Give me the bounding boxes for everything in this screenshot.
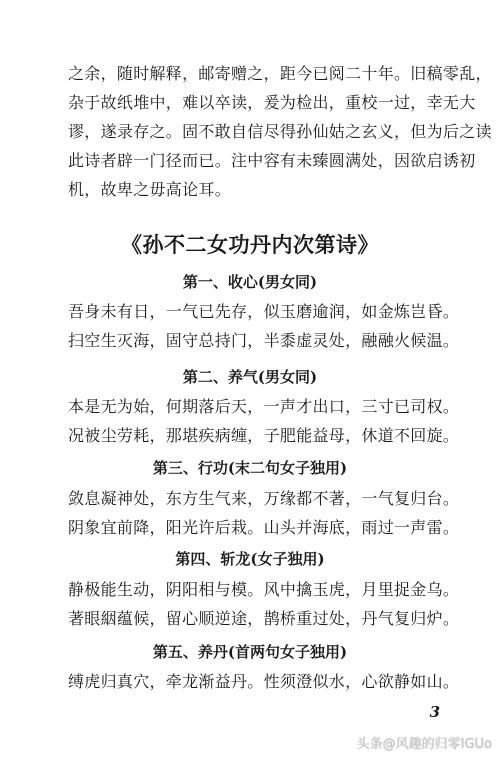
verse-line: 敛息凝神处，东方生气来，万缘都不著，一气复归台。 <box>68 489 460 508</box>
intro-line: 此诗者辟一门径而已。注中容有未臻圆满处，因欲启诱初 <box>68 151 476 170</box>
section-heading: 第二、养气(男女同) <box>182 368 318 386</box>
verse-line: 著眼絪蕴候，留心顺逆途，鹊桥重过处，丹气复归炉。 <box>68 609 460 628</box>
verse-line: 本是无为始，何期落后天，一声才出口，三寸已司权。 <box>68 397 460 416</box>
verse-line: 吾身未有日，一气已先存，似玉磨逾润，如金炼岂昏。 <box>68 302 460 321</box>
verse-line: 静极能生动，阴阳相与模。风中擒玉虎，月里捉金乌。 <box>68 580 460 599</box>
section-heading: 第一、收心(男女同) <box>182 273 318 291</box>
verse-line: 扫空生灭海，固守总持门，半黍虚灵处，融融火候温。 <box>68 331 460 350</box>
verse-line: 缚虎归真穴，牵龙渐益丹。性须澄似水，心欲静如山。 <box>68 672 460 691</box>
intro-line: 之余，随时解释，邮寄赠之，距今已阅二十年。旧稿零乱， <box>68 64 492 83</box>
intro-line: 杂于故纸堆中，难以卒读，爰为检出，重校一过，幸无大 <box>68 93 476 112</box>
poem-title: 《孙不二女功丹内次第诗》 <box>121 232 379 257</box>
verse-line: 况被尘劳耗，那堪疾病缠，子肥能益母，休道不回旋。 <box>68 426 460 445</box>
verse-line: 阴象宜前降，阳光许后栽。山头并海底，雨过一声雷。 <box>68 518 460 537</box>
watermark: 头条@风趣的归零IGUo <box>356 737 492 752</box>
section-heading: 第四、斩龙(女子独用) <box>175 550 325 568</box>
section-heading: 第五、养丹(首两句女子独用) <box>152 643 348 661</box>
intro-line: 谬，遂录存之。固不敢自信尽得孙仙姑之玄义，但为后之读 <box>68 122 492 141</box>
section-heading: 第三、行功(末二句女子独用) <box>152 459 348 477</box>
page-number: 3 <box>429 703 440 721</box>
intro-line: 机，故卑之毋高论耳。 <box>68 180 232 199</box>
